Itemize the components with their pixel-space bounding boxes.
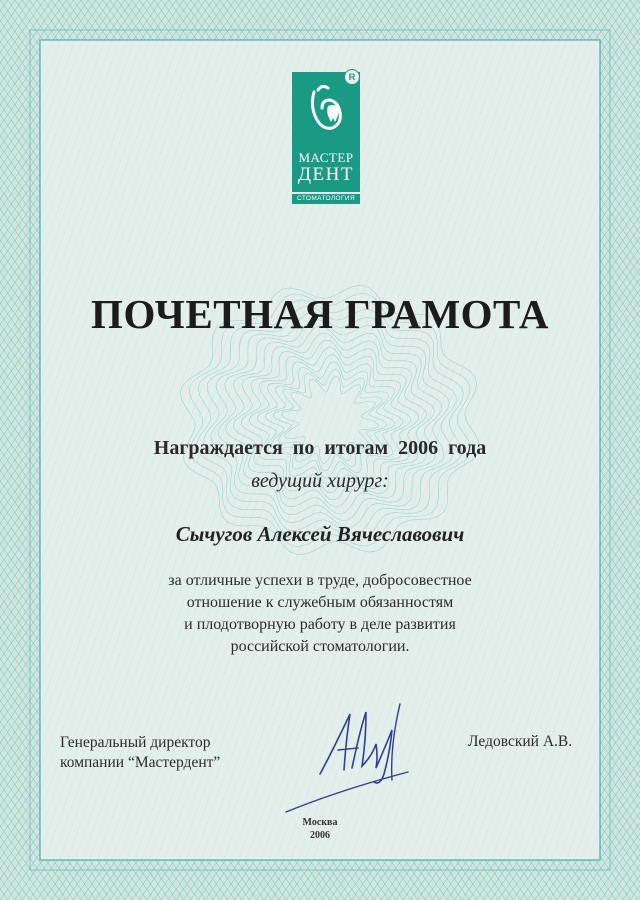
recipient-name: Сычугов Алексей Вячеславович: [175, 522, 465, 546]
company-logo: [292, 72, 360, 206]
logo-emblem: [292, 72, 360, 192]
reason-line: за отличные успехи в труде, добросовестное: [168, 572, 472, 589]
issue-city: Москва: [302, 817, 338, 828]
signer-name: Ледовский А.В.: [468, 733, 573, 750]
signer-title-line: компании “Мастердент”: [60, 754, 221, 771]
reason-line: российской стоматологии.: [230, 638, 410, 655]
logo-tagline: СТОМАТОЛОГИЯ: [292, 194, 360, 204]
reason-line: отношение к служебным обязанностям: [186, 594, 454, 611]
certificate-title: ПОЧЕТНАЯ ГРАМОТА: [91, 291, 549, 337]
logo-word-dent: ДЕНТ: [298, 164, 354, 185]
signer-title-line: Генеральный директор: [60, 734, 211, 751]
signer-title: [60, 733, 220, 773]
registered-mark: R: [344, 69, 360, 85]
awarded-line: Награждается по итогам 2006 года: [153, 437, 487, 459]
recipient-position: ведущий хирург:: [251, 470, 389, 492]
reason-line: и плодотворную работу в деле развития: [184, 616, 456, 633]
handwritten-signature: [280, 690, 420, 820]
issue-year: 2006: [310, 830, 330, 841]
logo-word-master: МАСТЕР: [298, 150, 354, 165]
